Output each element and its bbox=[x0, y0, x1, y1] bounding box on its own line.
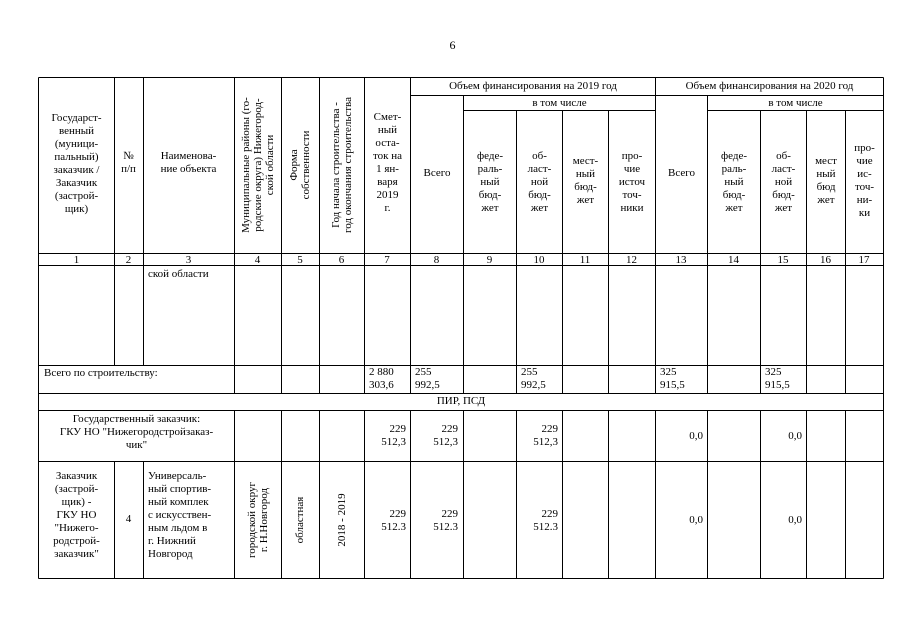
column-number: 17 bbox=[858, 254, 870, 266]
state-customer-c10: 229 512,3 bbox=[533, 423, 558, 448]
column-number: 3 bbox=[185, 254, 192, 266]
object-name: Универсаль- ный спортив- ный комплек с искусствен- ным льдом в г. Нижний Новгород bbox=[148, 470, 212, 560]
column-number: 7 bbox=[384, 254, 390, 266]
header-local-2020: мест ный бюд жет bbox=[815, 155, 837, 206]
state-customer-c8: 229 512,3 bbox=[433, 423, 458, 448]
header-other-2019: про- чие источ точ- ники bbox=[618, 150, 646, 214]
header-total-2019: Всего bbox=[423, 167, 451, 179]
header-years: Год начала строительства - год окончания строительства bbox=[330, 97, 354, 233]
header-customer: Государст- венный (муници- пальный) заказчик / Заказчик (застрой- щик) bbox=[51, 112, 102, 215]
total-c13: 325 915,5 bbox=[660, 366, 685, 391]
header-federal-2019: феде- раль- ный бюд- жет bbox=[476, 150, 503, 214]
column-number: 15 bbox=[777, 254, 789, 266]
object-number: 4 bbox=[125, 513, 132, 525]
header-number: № п/п bbox=[121, 150, 136, 175]
object-years: 2018 - 2019 bbox=[336, 493, 348, 547]
section-title: ПИР, ПСД bbox=[436, 395, 486, 407]
column-number: 11 bbox=[579, 254, 591, 266]
object-district: городской округ г. Н.Новгород bbox=[246, 481, 270, 559]
state-customer-c7: 229 512,3 bbox=[381, 423, 406, 448]
object-c7: 229 512.3 bbox=[381, 508, 406, 533]
header-federal-2020: феде- раль- ный бюд- жет bbox=[720, 150, 747, 214]
column-number: 13 bbox=[675, 254, 687, 266]
header-ownership: Форма собственности bbox=[288, 130, 312, 200]
column-number: 4 bbox=[254, 254, 261, 266]
header-including-2019: в том числе bbox=[532, 97, 587, 109]
column-number: 16 bbox=[820, 254, 831, 266]
state-customer-c13: 0,0 bbox=[689, 430, 703, 442]
header-estimate-balance: Смет- ный оста- ток на 1 ян- варя 2019 г. bbox=[372, 111, 403, 214]
header-other-2020: про- чие ис- точ- ни- ки bbox=[854, 142, 875, 219]
total-construction-label: Всего по строительству: bbox=[44, 367, 158, 379]
object-c10: 229 512.3 bbox=[533, 508, 558, 533]
column-number: 9 bbox=[486, 254, 493, 266]
object-c13: 0,0 bbox=[689, 514, 703, 526]
header-financing-2020: Объем финансирования на 2020 год bbox=[685, 80, 854, 92]
column-number: 8 bbox=[433, 254, 440, 266]
total-c15: 325 915,5 bbox=[765, 366, 790, 391]
header-regional-2019: об- ласт- ной бюд- жет bbox=[527, 150, 552, 214]
header-regional-2020: об- ласт- ной бюд- жет bbox=[771, 150, 796, 214]
header-financing-2019: Объем финансирования на 2019 год bbox=[449, 80, 617, 92]
header-total-2020: Всего bbox=[668, 167, 695, 179]
column-number: 1 bbox=[73, 254, 80, 266]
column-number: 6 bbox=[338, 254, 345, 266]
object-ownership: областная bbox=[294, 496, 306, 544]
header-local-2019: мест- ный бюд- жет bbox=[572, 155, 599, 206]
object-c15: 0,0 bbox=[788, 514, 802, 526]
total-c7: 2 880 303,6 bbox=[369, 366, 394, 391]
page-number: 6 bbox=[449, 38, 456, 52]
column-number: 10 bbox=[533, 254, 545, 266]
column-number: 5 bbox=[297, 254, 303, 266]
object-customer: Заказчик (застрой- щик) - ГКУ НО "Нижего- родстрой- заказчик" bbox=[53, 470, 100, 560]
total-c10: 255 992,5 bbox=[521, 366, 546, 391]
total-c8: 255 992,5 bbox=[415, 366, 440, 391]
column-number: 14 bbox=[728, 254, 739, 266]
header-including-2020: в том числе bbox=[768, 97, 823, 109]
state-customer-label: Государственный заказчик: ГКУ НО "Нижегородстройзаказ- чик" bbox=[59, 413, 214, 451]
state-customer-c15: 0,0 bbox=[788, 430, 802, 442]
column-number: 2 bbox=[125, 254, 132, 266]
object-c8: 229 512.3 bbox=[433, 508, 458, 533]
continuation-text: ской области bbox=[148, 268, 209, 280]
column-number: 12 bbox=[626, 254, 637, 266]
header-object-name: Наименова- ние объекта bbox=[160, 150, 217, 175]
header-district: Муниципальные районы (го- родские округа) Нижегород- ской области bbox=[240, 97, 276, 233]
